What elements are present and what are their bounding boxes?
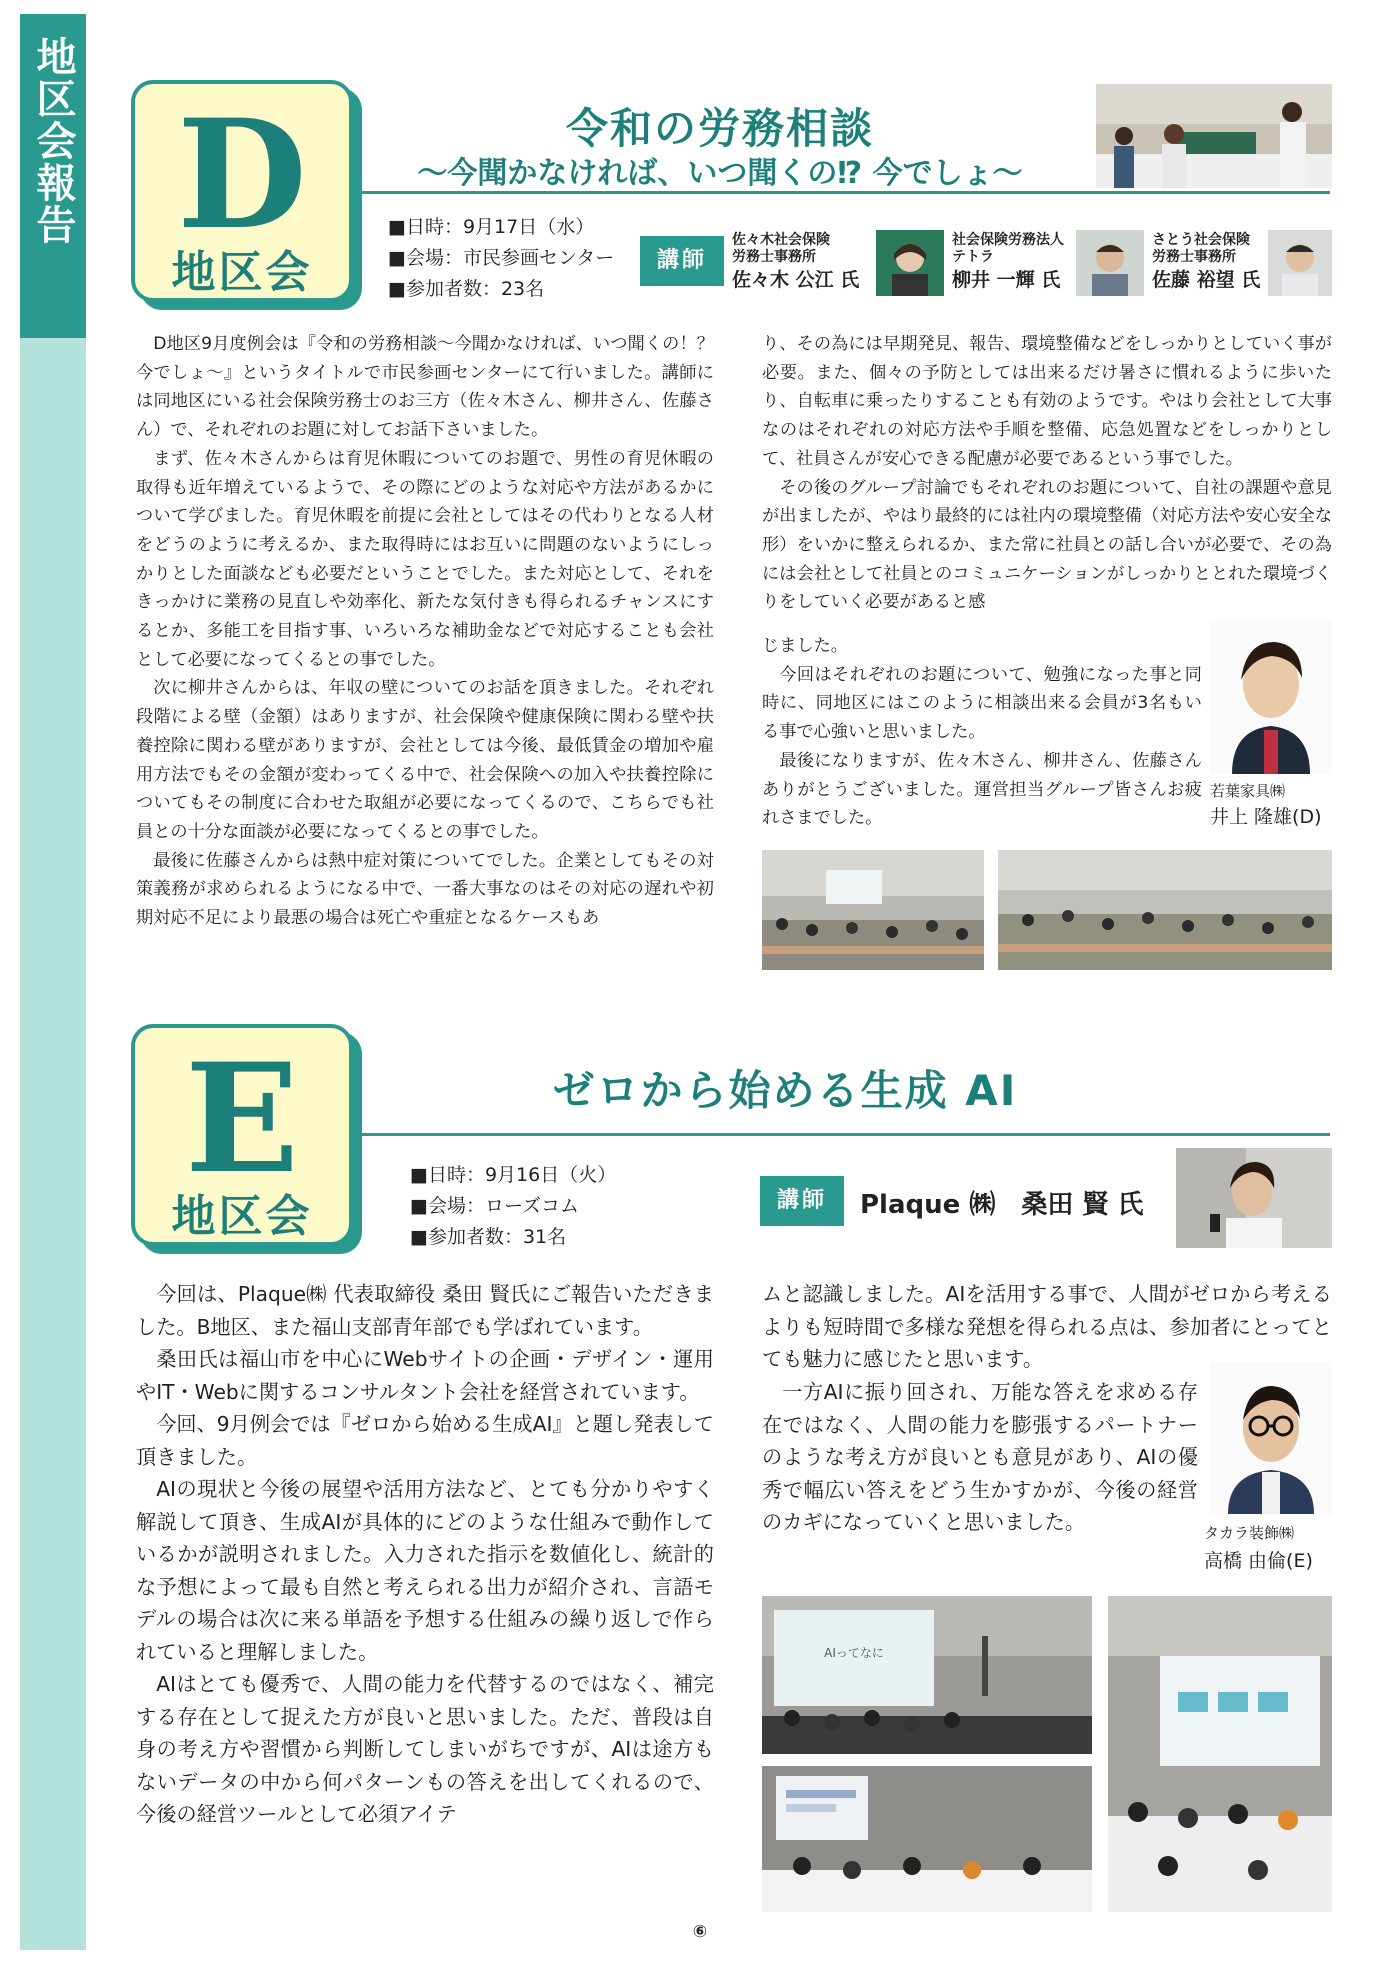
section-d-photo-1 [762, 850, 984, 970]
page-number: ⑥ [692, 1922, 708, 1942]
paragraph: AIの現状と今後の展望や活用方法など、とても分かりやすく解説して頂き、生成AIが具体的にどのような仕組みで動作しているかが説明されました。入力された指示を数値化し、統計的な予想によって最も自然と考えられる出力が紹介され、言語モデルの場合は次に来る単語を予想する仕組みの繰り返しで作られていると理解しました。 [136, 1477, 714, 1664]
paragraph: 一方AIに振り回され、万能な答えを求める存在ではなく、人間の能力を膨張するパートナーのような考え方が良いとも意見があり、AIの優秀で幅広い答えをどう生かすかが、今後の経営のカギになっていくと思いました。 [762, 1380, 1198, 1534]
side-tab-label: 地区会報告 [30, 36, 76, 246]
info-date: ■日時：9月16日（火） [410, 1164, 617, 1186]
paragraph: D地区9月度例会は『令和の労務相談〜今聞かなければ、いつ聞くの！？今でしょ〜』というタイトルで市民参画センターにて行いました。講師には同地区にいる社会保険労務士のお三方（佐々木さん、柳井さん、佐藤さん）で、それぞれのお題に対してお話下さいました。 [136, 334, 714, 441]
section-e-body-col2-bottom [762, 1376, 1198, 1539]
section-e-info [410, 1160, 670, 1253]
section-e-photo-1 [762, 1596, 1092, 1754]
paragraph: ムと認識しました。AIを活用する事で、人間がゼロから考えるよりも短時間で多様な発想を得られる点は、参加者にとってとても魅力に感じたと思います。 [762, 1282, 1332, 1371]
badge-e-sub: 地区会 [171, 1191, 313, 1242]
info-venue: ■会場：市民参画センター [388, 247, 615, 269]
paragraph: じました。 [762, 636, 848, 656]
paragraph: 今回は、Plaque㈱ 代表取締役 桑田 賢氏にご報告いただきました。B地区、また福山支部青年部でも学ばれています。 [136, 1282, 714, 1339]
section-d-body-col1 [136, 330, 714, 933]
speaker-sasaki: 佐々木社会保険 労務士事務所 佐々木 公江 氏 [732, 232, 860, 291]
section-e-title: ゼロから始める生成 AI [552, 1066, 1018, 1115]
speaker-sato-photo [1268, 230, 1332, 296]
section-e-body-col2-top [762, 1278, 1332, 1376]
section-e-photo-2 [762, 1766, 1092, 1912]
section-d-header-photo [1096, 84, 1332, 188]
paragraph: 今回はそれぞれのお題について、勉強になった事と同時に、同地区にはこのように相談出来る会員が3名もいる事で心強いと思いました。 [762, 664, 1202, 743]
badge-e-letter: E [184, 1031, 300, 1207]
section-d-body-col2-bottom [762, 632, 1202, 833]
speaker-kuwata-photo [1176, 1148, 1332, 1248]
reporter-e-company: タカラ装飾㈱ [1204, 1524, 1295, 1542]
reporter-e-name: 高橋 由倫(E) [1204, 1550, 1313, 1572]
info-attendance: ■参加者数：23名 [388, 278, 545, 300]
speaker-yanai-photo [1076, 230, 1144, 296]
section-d-info [388, 212, 648, 305]
paragraph: 最後に佐藤さんからは熱中症対策についてでした。企業としてもその対策義務が求められるようになる中で、一番大事なのはその対応の遅れや初期対応不足により最悪の場合は死亡や重症となるケースもあ [136, 850, 714, 929]
paragraph: まず、佐々木さんからは育児休暇についてのお題で、男性の育児休暇の取得も近年増えているようで、その際にどのような対応や方法があるかについて学びました。育児休暇を前提に会社としてはその代わりとなる人材をどうのように考えるか、また取得時にはお互いに問題のないようにしっかりとした面談なども必要だということでした。また対応として、それをきっかけに業務の見直しや効率化、新たな気付きも得られるチャンスにするとか、多能工を目指す事、いろいろな補助金などで対応することも会社として必要になってくるとの事でした。 [136, 448, 714, 670]
speaker-yanai: 社会保険労務法人 テトラ 柳井 一輝 氏 [952, 232, 1064, 291]
section-d-subtitle: 〜今聞かなければ、いつ聞くの⁉ 今でしょ〜 [417, 156, 1023, 191]
paragraph: 桑田氏は福山市を中心にWebサイトの企画・デザイン・運用やIT・Webに関するコンサルタント会社を経営されています。 [136, 1347, 714, 1404]
slide-text: AIってなに [824, 1646, 884, 1660]
section-d-photo-2 [998, 850, 1332, 970]
badge-d-letter: D [176, 87, 308, 263]
speaker-sato: さとう社会保険 労務士事務所 佐藤 裕望 氏 [1152, 232, 1261, 291]
paragraph: その後のグループ討論でもそれぞれのお題について、自社の課題や意見が出ましたが、やはり最終的には社内の環境整備（対応方法や安心安全な形）をいかに整えられるか、また常に社員との話し合いが必要で、その為には会社として社員とのコミュニケーションがしっかりととれた環境づくりをしていく必要があると感 [762, 477, 1332, 613]
badge-d-sub: 地区会 [171, 247, 313, 298]
info-venue: ■会場：ローズコム [410, 1195, 580, 1217]
paragraph: り、その為には早期発見、報告、環境整備などをしっかりとしていく事が必要。また、個々の予防としては出来るだけ暑さに慣れるように歩いたり、自転車に乗ったりすることも有効のようです。やはり会社として大事なのはそれぞれの対応方法や手順を整備、応急処置などをしっかりとして、社員さんが安心できる配慮が必要であるという事でした。 [762, 334, 1332, 469]
speaker-kuwata: Plaque ㈱ 桑田 賢 氏 [860, 1190, 1144, 1220]
section-e-photo-3 [1108, 1596, 1332, 1912]
lecturer-label-d: 講師 [640, 236, 724, 286]
reporter-d-photo [1210, 620, 1332, 774]
speaker-sasaki-photo [876, 230, 944, 296]
paragraph: 次に柳井さんからは、年収の壁についてのお話を頂きました。それぞれ段階による壁（金額）はありますが、社会保険や健康保険に関わる壁や扶養控除に関わる壁がありますが、会社としては今後、最低賃金の増加や雇用方法でもその金額が変わってくる中で、社会保険への加入や扶養控除についてもその制度に合わせた取組が必要になってくるので、こちらでも社員との十分な面談が必要になってくるとの事でした。 [136, 678, 714, 842]
section-d-body-col2-top [762, 330, 1332, 617]
section-d-title: 令和の労務相談 [565, 104, 874, 153]
section-e-rule [360, 1133, 1330, 1136]
paragraph: 最後になりますが、佐々木さん、柳井さん、佐藤さんありがとうございました。運営担当グループ皆さんお疲れさまでした。 [762, 750, 1202, 829]
info-date: ■日時：9月17日（水） [388, 216, 595, 238]
reporter-e-photo [1210, 1362, 1332, 1514]
lecturer-label-e: 講師 [760, 1176, 844, 1226]
reporter-d-company: 若葉家具㈱ [1210, 782, 1286, 800]
paragraph: AIはとても優秀で、人間の能力を代替するのではなく、補完する存在として捉えた方が良いと思いました。ただ、普段は自身の考え方や習慣から判断してしまいがちですが、AIは途方もないデータの中から何パターンもの答えを出してくれるので、今後の経営ツールとして必須アイテ [136, 1672, 714, 1826]
section-e-body-col1 [136, 1278, 714, 1831]
side-strip [20, 338, 86, 1950]
reporter-d-name: 井上 隆雄(D) [1210, 806, 1322, 828]
info-attendance: ■参加者数：31名 [410, 1226, 567, 1248]
paragraph: 今回、9月例会では『ゼロから始める生成AI』と題し発表して頂きました。 [136, 1412, 714, 1469]
